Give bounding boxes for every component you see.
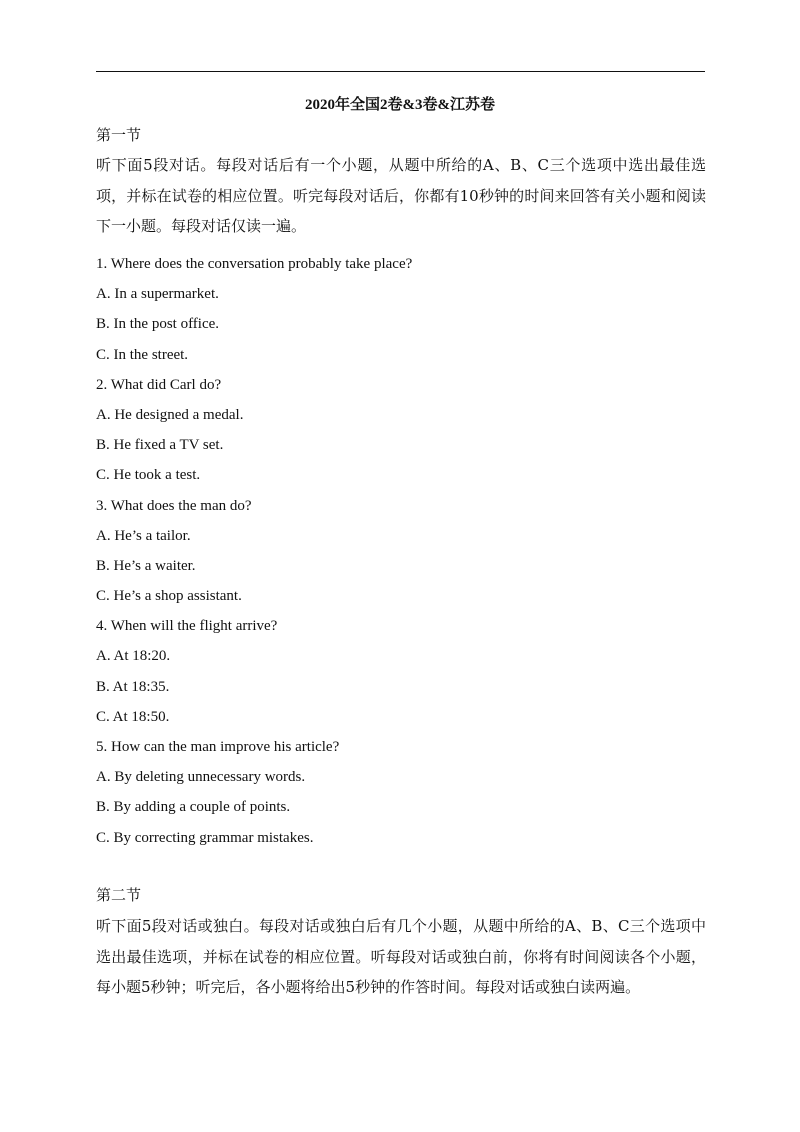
header-rule [96, 71, 705, 72]
answer-option: B. He’s a waiter. [96, 557, 196, 574]
answer-option: A. By deleting unnecessary words. [96, 769, 306, 786]
question-stem: 1. Where does the conversation probably take place? [96, 256, 413, 272]
section-1-label: 第一节 [96, 126, 142, 144]
answer-option: A. He designed a medal. [96, 406, 244, 423]
question-list [96, 249, 706, 853]
answer-option: B. At 18:35. [96, 678, 170, 695]
answer-option: A. At 18:20. [96, 648, 171, 665]
section-2-label: 第二节 [96, 886, 142, 904]
answer-option: B. He fixed a TV set. [96, 437, 224, 454]
question-stem: 3. What does the man do? [96, 497, 252, 514]
section-1-instructions: 听下面5段对话。每段对话后有一个小题，从题中所给的A、B、C三个选项中选出最佳选项，并标在试卷的相应位置。听完每段对话后，你都有10秒钟的时间来回答有关小题和阅读下一小题。每段对话仅读一遍。 [96, 156, 706, 235]
question-stem: 5. How can the man improve his article? [96, 739, 340, 755]
section-2-instructions: 听下面5段对话或独白。每段对话或独白后有几个小题，从题中所给的A、B、C三个选项中选出最佳选项，并标在试卷的相应位置。听每段对话或独白前，你将有时间阅读各个小题，每小题5秒钟；听完后，各小题将给出5秒钟的作答时间。每段对话或独白读两遍。 [96, 917, 706, 996]
question-stem: 4. When will the flight arrive? [96, 618, 278, 635]
answer-option: C. In the street. [96, 346, 189, 363]
answer-option: B. By adding a couple of points. [96, 799, 291, 816]
answer-option: C. He’s a shop assistant. [96, 588, 242, 605]
question-stem: 2. What did Carl do? [96, 376, 222, 393]
answer-option: B. In the post office. [96, 316, 220, 333]
answer-option: A. In a supermarket. [96, 286, 219, 303]
document-title: 2020年全国2卷&3卷&江苏卷 [305, 97, 495, 113]
answer-option: C. He took a test. [96, 467, 201, 484]
answer-option: C. At 18:50. [96, 708, 170, 725]
answer-option: C. By correcting grammar mistakes. [96, 829, 314, 846]
answer-option: A. He’s a tailor. [96, 527, 191, 544]
